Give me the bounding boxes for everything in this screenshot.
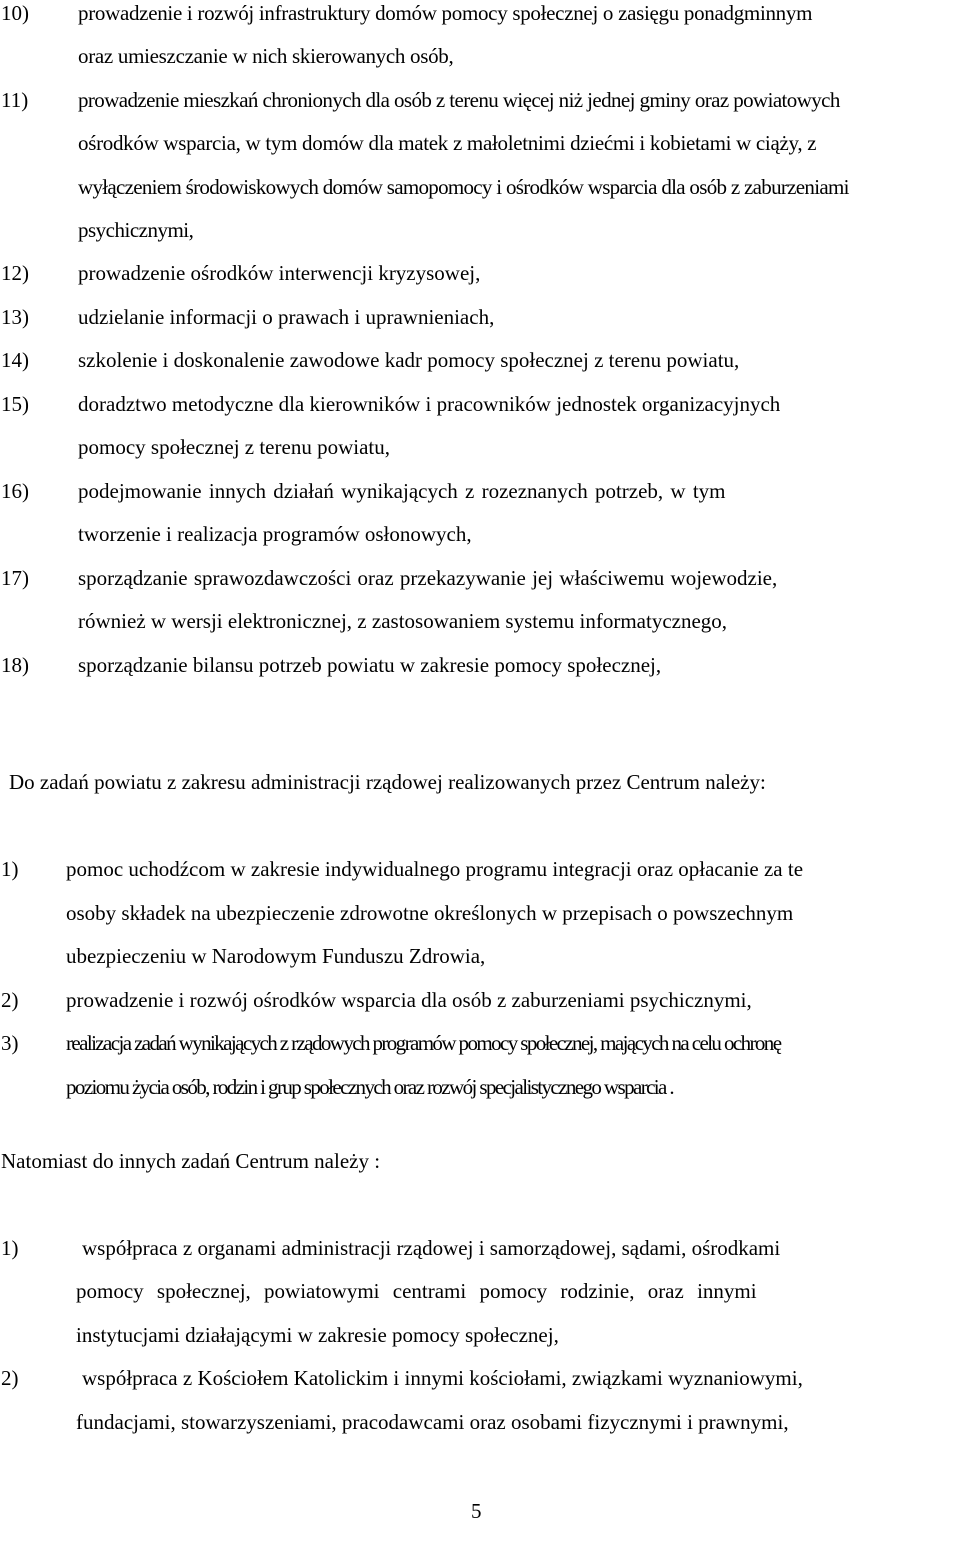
item-number: 15) — [1, 392, 29, 416]
item-number: 3) — [1, 1031, 19, 1055]
section-heading: Natomiast do innych zadań Centrum należy : — [1, 1149, 381, 1173]
item-text-line: poziomu życia osób, rodzin i grup społecznych oraz rozwój specjalistycznego wsparcia . — [66, 1075, 674, 1099]
item-text-line: ubezpieczeniu w Narodowym Funduszu Zdrowia, — [66, 944, 486, 968]
item-text-line: podejmowanie innych działań wynikających z rozeznanych potrzeb, w tym — [78, 479, 726, 503]
item-text-line: pomoc uchodźcom w zakresie indywidualnego programu integracji oraz opłacanie za te — [66, 857, 804, 881]
item-text-line: instytucjami działającymi w zakresie pomocy społecznej, — [76, 1323, 559, 1347]
item-text-line: doradztwo metodyczne dla kierowników i pracowników jednostek organizacyjnych — [78, 392, 781, 416]
item-text-line: prowadzenie ośrodków interwencji kryzysowej, — [78, 261, 481, 285]
section-heading: Do zadań powiatu z zakresu administracji rządowej realizowanych przez Centrum należy: — [9, 770, 766, 794]
item-text-line: fundacjami, stowarzyszeniami, pracodawcami oraz osobami fizycznymi i prawnymi, — [76, 1410, 789, 1434]
item-text-line: oraz umieszczanie w nich skierowanych osób, — [78, 44, 454, 68]
item-number: 17) — [1, 566, 29, 590]
item-text-line: sporządzanie bilansu potrzeb powiatu w zakresie pomocy społecznej, — [78, 653, 662, 677]
item-text-line: również w wersji elektronicznej, z zastosowaniem systemu informatycznego, — [78, 609, 728, 633]
item-text-line: realizacja zadań wynikających z rządowych programów pomocy społecznej, mających na celu ochronę — [66, 1031, 781, 1055]
item-text-line: pomocy społecznej z terenu powiatu, — [78, 435, 390, 459]
item-number: 12) — [1, 261, 29, 285]
item-number: 10) — [1, 1, 29, 25]
item-text-line: sporządzanie sprawozdawczości oraz przekazywanie jej właściwemu wojewodzie, — [78, 566, 778, 590]
item-number: 1) — [1, 1236, 19, 1260]
item-text-line: udzielanie informacji o prawach i uprawnieniach, — [78, 305, 495, 329]
item-number: 11) — [1, 88, 29, 112]
item-number: 2) — [1, 1366, 19, 1390]
item-number: 16) — [1, 479, 29, 503]
item-number: 14) — [1, 348, 29, 372]
item-text-line: współpraca z Kościołem Katolickim i innymi kościołami, związkami wyznaniowymi, — [82, 1366, 803, 1390]
item-text-line: prowadzenie i rozwój ośrodków wsparcia dla osób z zaburzeniami psychicznymi, — [66, 988, 752, 1012]
item-number: 13) — [1, 305, 29, 329]
item-number: 18) — [1, 653, 29, 677]
page-number: 5 — [471, 1499, 482, 1523]
item-text-line: pomocy społecznej, powiatowymi centrami pomocy rodzinie, oraz innymi — [76, 1279, 757, 1303]
item-text-line: prowadzenie mieszkań chronionych dla osób z terenu więcej niż jednej gminy oraz powiatowych — [78, 88, 840, 112]
item-text-line: osoby składek na ubezpieczenie zdrowotne określonych w przepisach o powszechnym — [66, 901, 794, 925]
item-text-line: tworzenie i realizacja programów osłonowych, — [78, 522, 472, 546]
item-number: 2) — [1, 988, 19, 1012]
item-text-line: psychicznymi, — [78, 218, 194, 242]
item-text-line: ośrodków wsparcia, w tym domów dla matek z małoletnimi dziećmi i kobietami w ciąży, z — [78, 131, 817, 155]
item-number: 1) — [1, 857, 19, 881]
item-text-line: prowadzenie i rozwój infrastruktury domów pomocy społecznej o zasięgu ponadgminnym — [78, 1, 813, 25]
item-text-line: wyłączeniem środowiskowych domów samopomocy i ośrodków wsparcia dla osób z zaburzeniami — [78, 175, 849, 199]
item-text-line: współpraca z organami administracji rządowej i samorządowej, sądami, ośrodkami — [82, 1236, 781, 1260]
item-text-line: szkolenie i doskonalenie zawodowe kadr pomocy społecznej z terenu powiatu, — [78, 348, 740, 372]
